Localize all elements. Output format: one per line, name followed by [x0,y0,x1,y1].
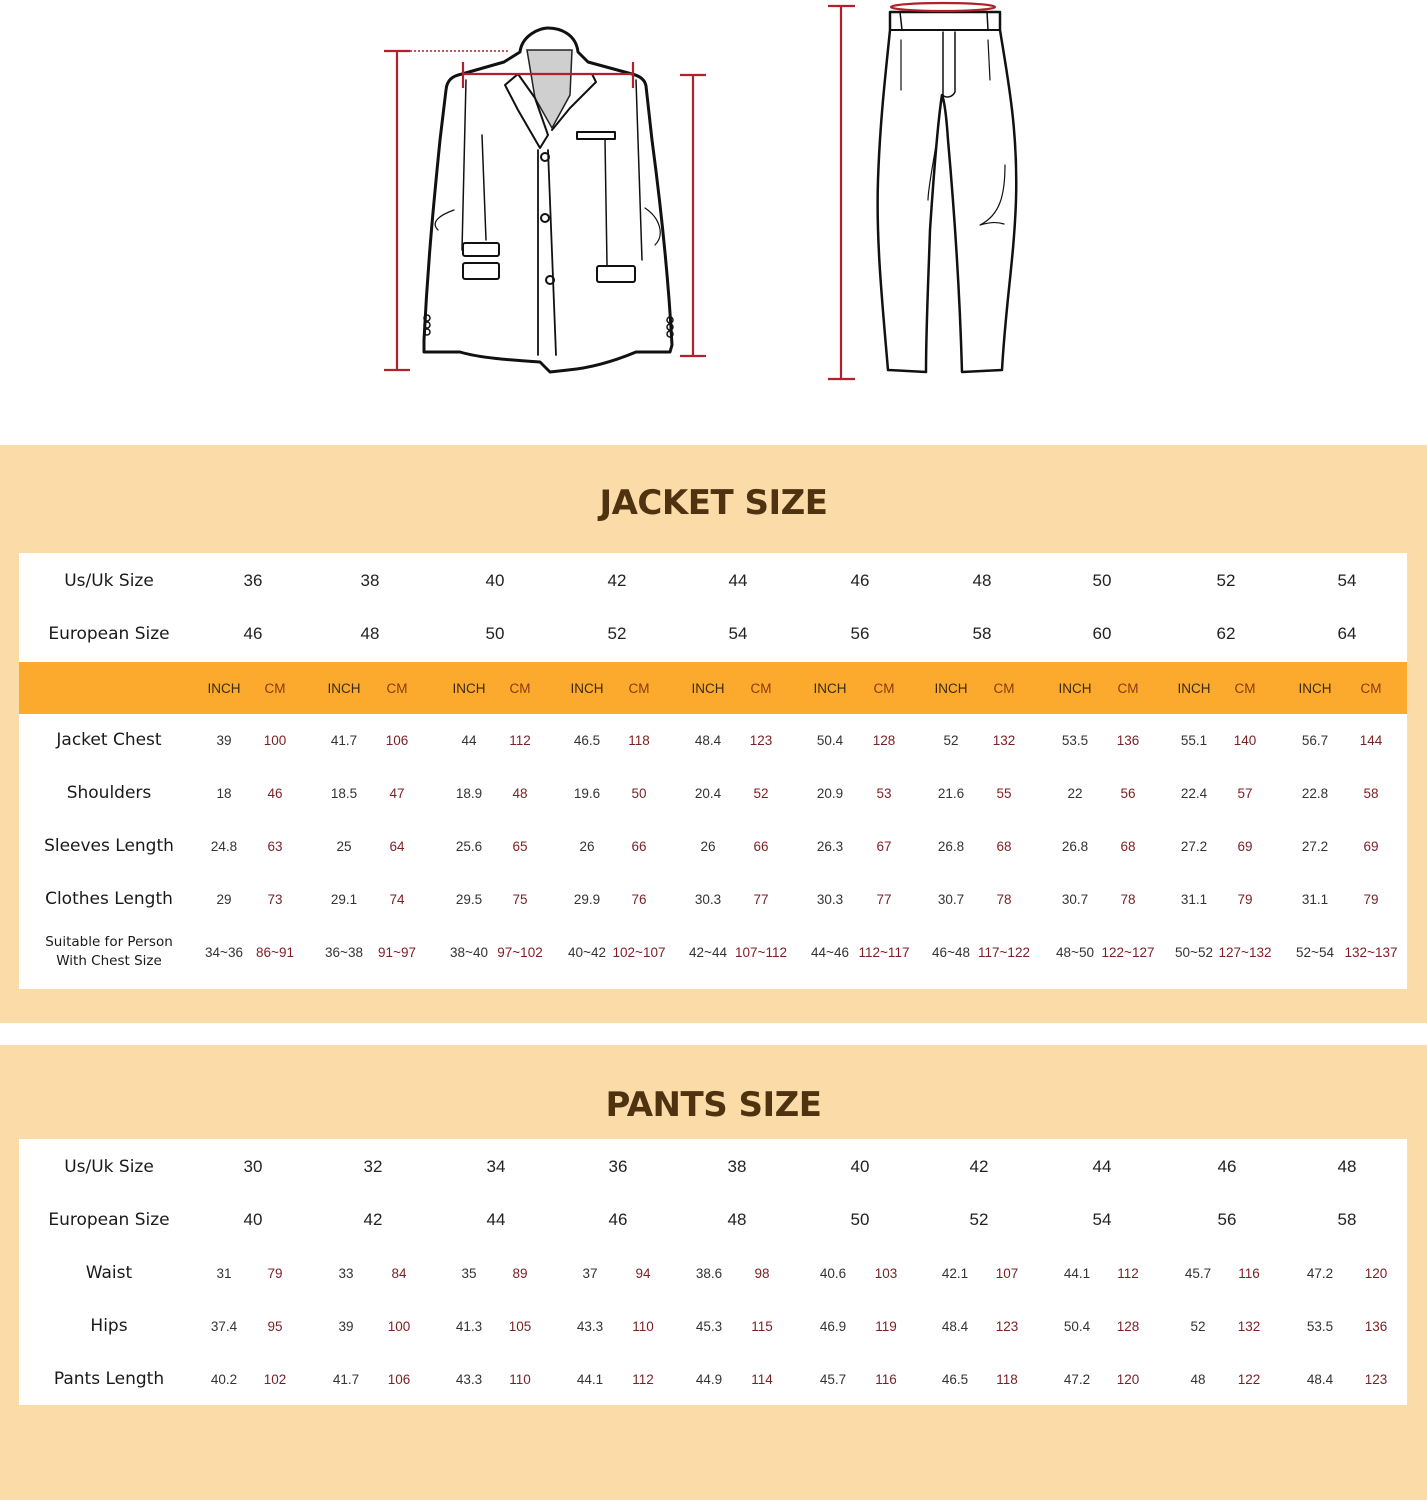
inch-value: 39 [216,732,232,748]
measurement-label: Jacket Chest [56,730,162,750]
unit-cm-label: CM [1117,680,1139,696]
inch-value: 26.8 [937,838,965,854]
measurement-row [19,1247,1407,1299]
inch-value: 37.4 [210,1318,238,1334]
us-uk-size-value: 40 [485,571,505,590]
suitable-label-line2: With Chest Size [56,953,162,969]
inch-value: 48.4 [941,1318,969,1334]
cm-value: 58 [1363,785,1379,801]
cm-value: 67 [876,838,892,854]
inch-value: 45.7 [1184,1265,1212,1281]
unit-inch-label: INCH [452,680,486,696]
cm-value: 78 [1120,891,1136,907]
cm-value: 119 [875,1318,897,1334]
chest-range-cm: 107~112 [735,944,787,960]
cm-value: 116 [1238,1265,1260,1281]
pants-size-section [0,1045,1427,1500]
illustration-area [0,0,1427,445]
cm-value: 103 [874,1265,898,1281]
cm-value: 66 [631,838,647,854]
unit-cm-label: CM [750,680,772,696]
us-uk-size-value: 50 [1092,571,1112,590]
inch-value: 22 [1067,785,1083,801]
cm-value: 102 [263,1371,287,1387]
chest-range-cm: 97~102 [497,944,543,960]
inch-value: 44.1 [576,1371,604,1387]
chest-range-inch: 36~38 [325,944,363,960]
cm-value: 112 [632,1371,654,1387]
cm-value: 73 [267,891,283,907]
inch-value: 52 [943,732,959,748]
pants-size-table [19,1139,1407,1405]
inch-value: 29 [216,891,232,907]
unit-cm-label: CM [1234,680,1256,696]
cm-value: 118 [628,732,650,748]
cm-value: 68 [1120,838,1136,854]
measurement-row [19,873,1407,925]
cm-value: 132 [1237,1318,1261,1334]
inch-value: 27.2 [1301,838,1329,854]
chest-range-cm: 127~132 [1218,944,1272,960]
us-uk-size-value: 52 [1216,571,1236,590]
inch-value: 39 [338,1318,354,1334]
cm-value: 123 [749,732,773,748]
cm-value: 56 [1120,785,1136,801]
cm-value: 46 [267,785,283,801]
jacket-diagram [384,28,706,372]
us-uk-size-value: 44 [728,571,748,590]
cm-value: 114 [751,1371,773,1387]
inch-value: 53.5 [1061,732,1089,748]
chest-range-inch: 44~46 [811,944,849,960]
inch-value: 55.1 [1180,732,1208,748]
us-uk-size-value: 36 [243,571,263,590]
cm-value: 98 [754,1265,770,1281]
chest-range-inch: 34~36 [205,944,243,960]
chest-range-inch: 38~40 [450,944,488,960]
european-size-value: 54 [728,624,748,643]
cm-value: 55 [996,785,1012,801]
us-uk-size-value: 42 [969,1157,989,1176]
chest-range-cm: 122~127 [1101,944,1155,960]
us-uk-size-value: 46 [1217,1157,1237,1176]
inch-value: 47.2 [1306,1265,1334,1281]
jacket-size-table [19,553,1407,989]
chest-range-cm: 117~122 [978,944,1030,960]
cm-value: 107 [995,1265,1019,1281]
inch-value: 20.4 [694,785,722,801]
inch-value: 56.7 [1301,732,1329,748]
us-uk-size-value: 32 [363,1157,383,1176]
cm-value: 47 [389,785,405,801]
inch-value: 42.1 [941,1265,969,1281]
waist-line [891,3,995,11]
cm-value: 123 [1364,1371,1388,1387]
inch-value: 29.9 [573,891,601,907]
jacket-us-uk-row [19,555,1407,607]
inch-value: 50.4 [816,732,844,748]
cm-value: 144 [1359,732,1383,748]
chest-range-cm: 91~97 [378,944,416,960]
inch-value: 31 [216,1265,232,1281]
cm-value: 94 [635,1265,651,1281]
european-size-value: 48 [727,1210,747,1229]
cm-value: 120 [1364,1265,1388,1281]
cm-value: 95 [267,1318,283,1334]
inch-value: 26 [579,838,595,854]
inch-value: 43.3 [576,1318,604,1334]
inch-value: 24.8 [210,838,238,854]
inch-value: 50.4 [1063,1318,1091,1334]
inch-value: 31.1 [1180,891,1208,907]
unit-inch-label: INCH [1298,680,1332,696]
inch-value: 46.5 [573,732,601,748]
inch-value: 26.3 [816,838,844,854]
measurement-label: Hips [90,1316,128,1336]
unit-inch-label: INCH [934,680,968,696]
inch-value: 41.7 [330,732,358,748]
us-uk-size-value: 42 [607,571,627,590]
cm-value: 65 [512,838,528,854]
cm-value: 136 [1116,732,1140,748]
measurement-row [19,820,1407,872]
cm-value: 128 [872,732,896,748]
inch-value: 37 [582,1265,598,1281]
cm-value: 136 [1364,1318,1388,1334]
inch-value: 35 [461,1265,477,1281]
european-size-value: 50 [485,624,505,643]
cm-value: 79 [1237,891,1253,907]
inch-value: 45.3 [695,1318,723,1334]
unit-cm-label: CM [873,680,895,696]
cm-value: 105 [508,1318,532,1334]
european-size-value: 60 [1092,624,1112,643]
european-size-value: 58 [1337,1210,1357,1229]
inch-value: 41.7 [332,1371,360,1387]
inch-value: 40.2 [210,1371,238,1387]
unit-inch-label: INCH [813,680,847,696]
european-size-value: 56 [850,624,870,643]
measurement-label: Sleeves Length [44,836,174,856]
cm-value: 53 [876,785,892,801]
european-size-value: 42 [363,1210,383,1229]
chest-range-cm: 112~117 [858,944,910,960]
cm-value: 120 [1116,1371,1140,1387]
us-uk-size-value: 44 [1092,1157,1112,1176]
inch-value: 53.5 [1306,1318,1334,1334]
cm-value: 123 [995,1318,1019,1334]
european-size-value: 54 [1092,1210,1112,1229]
inch-value: 21.6 [937,785,965,801]
inch-value: 29.5 [455,891,483,907]
cm-value: 112 [509,732,531,748]
cm-value: 74 [389,891,405,907]
inch-value: 20.9 [816,785,844,801]
cm-value: 106 [387,1371,411,1387]
cm-value: 69 [1363,838,1379,854]
cm-value: 64 [389,838,405,854]
cm-value: 122 [1237,1371,1261,1387]
us-uk-size-value: 46 [850,571,870,590]
chest-range-cm: 86~91 [256,944,294,960]
cm-value: 77 [753,891,769,907]
unit-cm-label: CM [628,680,650,696]
inch-value: 26 [700,838,716,854]
us-uk-size-value: 34 [486,1157,506,1176]
jacket-size-title: JACKET SIZE [599,483,828,523]
european-size-value: 62 [1216,624,1236,643]
suitable-label-line1: Suitable for Person [45,934,173,950]
european-size-value: 52 [607,624,627,643]
cm-value: 63 [267,838,283,854]
inch-value: 33 [338,1265,354,1281]
cm-value: 48 [512,785,528,801]
inch-value: 44.1 [1063,1265,1091,1281]
inch-value: 25 [336,838,352,854]
european-size-value: 64 [1337,624,1357,643]
inch-value: 48.4 [1306,1371,1334,1387]
european-size-label: European Size [48,624,170,644]
unit-cm-label: CM [264,680,286,696]
unit-inch-label: INCH [1177,680,1211,696]
cm-value: 128 [1116,1318,1140,1334]
inch-value: 22.4 [1180,785,1208,801]
cm-value: 140 [1233,732,1257,748]
unit-inch-label: INCH [1058,680,1092,696]
inch-value: 26.8 [1061,838,1089,854]
cm-value: 75 [512,891,528,907]
european-size-value: 56 [1217,1210,1237,1229]
us-uk-size-value: 38 [727,1157,747,1176]
chest-range-inch: 42~44 [689,944,727,960]
unit-inch-label: INCH [327,680,361,696]
suitable-chest-label [19,926,199,978]
inch-value: 30.7 [937,891,965,907]
cm-value: 79 [267,1265,283,1281]
cm-value: 100 [387,1318,411,1334]
us-uk-size-value: 54 [1337,571,1357,590]
cm-value: 57 [1237,785,1253,801]
cm-value: 115 [751,1318,773,1334]
inch-value: 29.1 [330,891,358,907]
unit-header-band [19,662,1407,714]
inch-value: 27.2 [1180,838,1208,854]
chest-range-cm: 102~107 [612,944,666,960]
inch-value: 47.2 [1063,1371,1091,1387]
pants-diagram [828,3,1016,379]
measurement-label: Pants Length [53,1369,165,1389]
cm-value: 68 [996,838,1012,854]
cm-value: 76 [631,891,647,907]
measurement-label: Waist [85,1263,133,1283]
chest-range-cm: 132~137 [1344,944,1398,960]
measurement-row [19,1300,1407,1352]
inch-value: 46.9 [819,1318,847,1334]
us-uk-size-value: 48 [1337,1157,1357,1176]
measurement-label: Shoulders [66,783,152,803]
inch-value: 48.4 [694,732,722,748]
measurement-row [19,1353,1407,1405]
cm-value: 110 [509,1371,531,1387]
cm-value: 132 [992,732,1016,748]
inch-value: 22.8 [1301,785,1329,801]
european-size-value: 48 [360,624,380,643]
inch-value: 44 [461,732,477,748]
pants-european-row [19,1194,1407,1246]
cm-value: 78 [996,891,1012,907]
inch-value: 30.3 [694,891,722,907]
inch-value: 19.6 [573,785,601,801]
inch-value: 43.3 [455,1371,483,1387]
cm-value: 79 [1363,891,1379,907]
european-size-value: 52 [969,1210,989,1229]
unit-inch-label: INCH [570,680,604,696]
cm-value: 50 [631,785,647,801]
european-size-label: European Size [48,1210,170,1230]
cm-value: 106 [385,732,409,748]
inch-value: 18 [216,785,232,801]
european-size-value: 46 [243,624,263,643]
european-size-value: 50 [850,1210,870,1229]
inch-value: 38.6 [695,1265,723,1281]
cm-value: 118 [996,1371,1018,1387]
inch-value: 25.6 [455,838,483,854]
cm-value: 66 [753,838,769,854]
inch-value: 48 [1190,1371,1206,1387]
unit-inch-label: INCH [207,680,241,696]
chest-range-inch: 48~50 [1056,944,1094,960]
inch-value: 40.6 [819,1265,847,1281]
cm-value: 84 [391,1265,407,1281]
suitable-chest-row [19,926,1407,978]
chest-range-inch: 50~52 [1175,944,1213,960]
us-uk-size-value: 40 [850,1157,870,1176]
inch-value: 45.7 [819,1371,847,1387]
cm-value: 116 [875,1371,897,1387]
inch-value: 18.5 [330,785,358,801]
cm-value: 77 [876,891,892,907]
cm-value: 52 [753,785,769,801]
inch-value: 46.5 [941,1371,969,1387]
cm-value: 110 [632,1318,654,1334]
inch-value: 41.3 [455,1318,483,1334]
us-uk-size-value: 38 [360,571,380,590]
inch-value: 30.3 [816,891,844,907]
chest-range-inch: 46~48 [932,944,970,960]
european-size-value: 40 [243,1210,263,1229]
unit-cm-label: CM [509,680,531,696]
chest-range-inch: 52~54 [1296,944,1334,960]
unit-cm-label: CM [993,680,1015,696]
inch-value: 52 [1190,1318,1206,1334]
us-uk-size-label: Us/Uk Size [64,571,154,591]
pants-size-title: PANTS SIZE [605,1085,822,1125]
pants-us-uk-row [19,1141,1407,1193]
us-uk-size-label: Us/Uk Size [64,1157,154,1177]
european-size-value: 46 [608,1210,628,1229]
jacket-size-section [0,445,1427,1023]
cm-value: 100 [263,732,287,748]
us-uk-size-value: 30 [243,1157,263,1176]
chest-range-inch: 40~42 [568,944,606,960]
us-uk-size-value: 48 [972,571,992,590]
european-size-value: 44 [486,1210,506,1229]
measurement-row [19,714,1407,766]
measurement-row [19,767,1407,819]
jacket-european-row [19,608,1407,660]
inch-value: 30.7 [1061,891,1089,907]
measurement-label: Clothes Length [45,889,173,909]
cm-value: 89 [512,1265,528,1281]
inch-value: 44.9 [695,1371,723,1387]
inch-value: 18.9 [455,785,483,801]
unit-inch-label: INCH [691,680,725,696]
garment-illustrations [0,0,1427,445]
unit-cm-label: CM [1360,680,1382,696]
cm-value: 112 [1117,1265,1139,1281]
unit-cm-label: CM [386,680,408,696]
european-size-value: 58 [972,624,992,643]
us-uk-size-value: 36 [608,1157,628,1176]
inch-value: 31.1 [1301,891,1329,907]
cm-value: 69 [1237,838,1253,854]
